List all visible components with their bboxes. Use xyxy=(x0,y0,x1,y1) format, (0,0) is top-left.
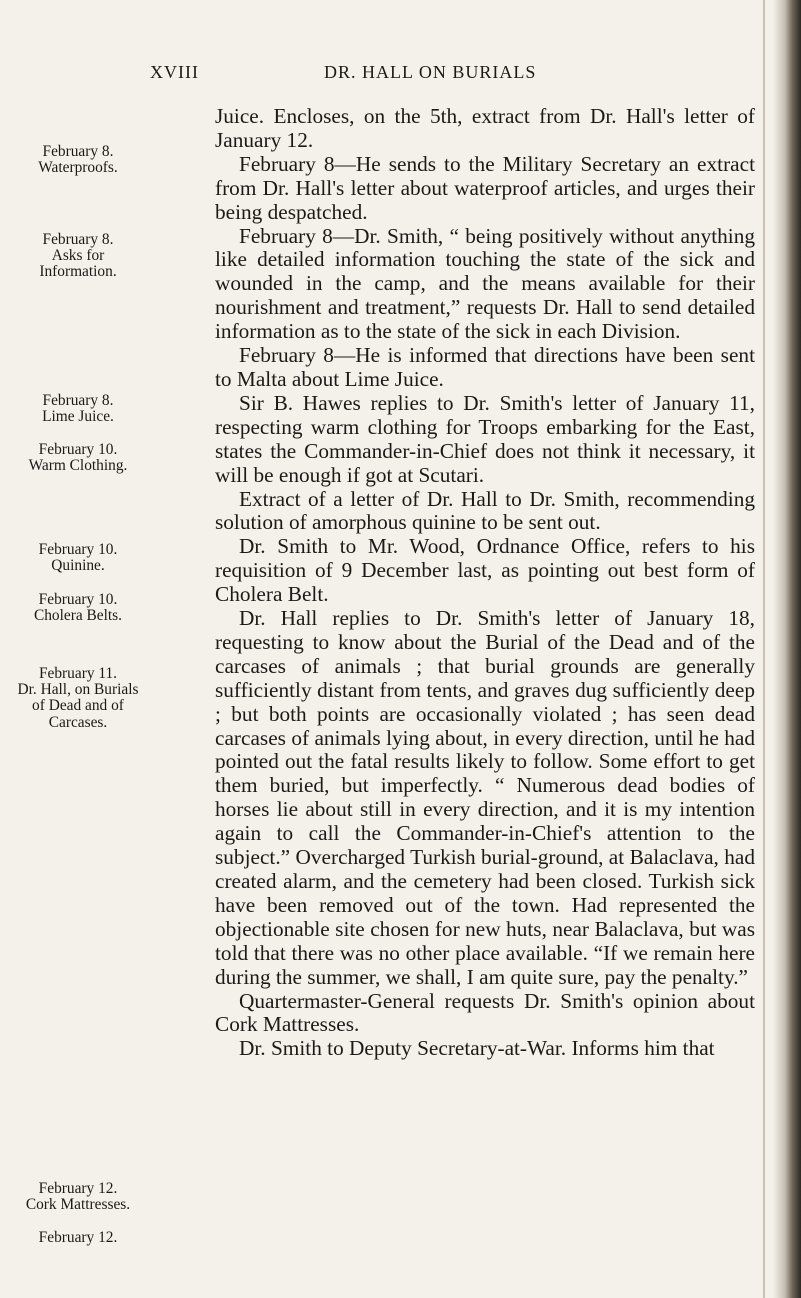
margin-note-subject: Warm Clothing. xyxy=(28,457,128,475)
paragraph: Quartermaster-General requests Dr. Smith's opinion about Cork Mattresses. xyxy=(215,988,755,1037)
paragraph: February 8—He is informed that directions have been sent to Malta about Lime Juice. xyxy=(215,343,755,391)
margin-note xyxy=(16,232,140,281)
paragraph: Dr. Hall replies to Dr. Smith's letter of January 18, requesting to know about the Burial of the Dead and of the carcases of animals ; that burial grounds are generally sufficiently distant from tents, and graves dug sufficiently deep ; but both points are occasionally violated ; has seen dead carcases of animals lying about, in every direction, until he had pointed out the fatal results likely to follow. Some effort to get them buried, but imperfectly. “ Numerous dead bodies of horses lie about still in every direction, and it is my intention again to call the Commander-in-Chief's attention to the subject.” Overcharged Turkish burial-ground, at Balaclava, had created alarm, and the cemetery had been closed. Turkish sick have been removed out of the town. Had represented the objectionable site chosen for new huts, near Balaclava, but was told that there was no other place available. “If we remain here during the summer, we shall, I am quite sure, pay the penalty.” xyxy=(215,606,755,989)
paragraph: February 8—He sends to the Military Secretary an extract from Dr. Hall's letter about waterproof articles, and urges their being despatched. xyxy=(215,151,755,224)
margin-note-subject: Cholera Belts. xyxy=(33,607,123,625)
book-binding-edge xyxy=(773,0,801,1298)
margin-note-date: February 10. xyxy=(38,591,118,608)
margin-note xyxy=(16,542,140,574)
margin-note-date: February 8. xyxy=(42,143,114,160)
margin-note-subject: Dr. Hall, on Burials of Dead and of Carcases. xyxy=(17,681,139,731)
margin-note-date: February 8. xyxy=(42,231,114,248)
paragraph: Extract of a letter of Dr. Hall to Dr. Smith, recommending solution of amorphous quinine to be sent out. xyxy=(215,486,755,535)
margin-note xyxy=(16,666,140,731)
margin-note-date: February 12. xyxy=(38,1229,118,1246)
paragraph: Sir B. Hawes replies to Dr. Smith's letter of January 11, respecting warm clothing for Troops embarking for the East, states the Commander-in-Chief does not think it necessary, it will be enough if got at Scutari. xyxy=(215,390,755,487)
margin-note-subject: Cork Mattresses. xyxy=(25,1196,131,1214)
margin-note-subject: Waterproofs. xyxy=(38,159,118,177)
margin-note-subject: Asks for Information. xyxy=(39,247,117,281)
margin-note-date: February 11. xyxy=(38,665,118,682)
page-gutter-line xyxy=(763,0,765,1298)
margin-note-date: February 10. xyxy=(38,441,118,458)
paragraph: Dr. Smith to Mr. Wood, Ordnance Office, refers to his requisition of 9 December last, as pointing out best form of Cholera Belt. xyxy=(215,534,755,607)
paragraph: Dr. Smith to Deputy Secretary-at-War. Informs him that xyxy=(239,1036,715,1061)
margin-note xyxy=(16,144,140,176)
margin-note-date: February 8. xyxy=(42,392,114,409)
margin-note xyxy=(16,442,140,474)
margin-note-date: February 10. xyxy=(38,541,118,558)
paragraph: Juice. Encloses, on the 5th, extract from Dr. Hall's letter of January 12. xyxy=(215,104,755,152)
body-text xyxy=(215,105,755,1061)
margin-note xyxy=(16,393,140,425)
page-number: XVIII xyxy=(150,62,199,82)
margin-note-subject: Quinine. xyxy=(51,557,105,575)
paragraph: February 8—Dr. Smith, “ being positively without anything like detailed information touching the state of the sick and wounded in the camp, and the means available for their nourishment and treatment,” requests Dr. Hall to send detailed information as to the state of the sick in each Division. xyxy=(215,223,755,344)
margin-note xyxy=(16,592,140,624)
margin-note xyxy=(16,1230,140,1246)
margin-note xyxy=(16,1181,140,1213)
margin-note-date: February 12. xyxy=(38,1180,118,1197)
running-title: DR. HALL ON BURIALS xyxy=(324,62,537,82)
margin-note-subject: Lime Juice. xyxy=(42,408,114,426)
